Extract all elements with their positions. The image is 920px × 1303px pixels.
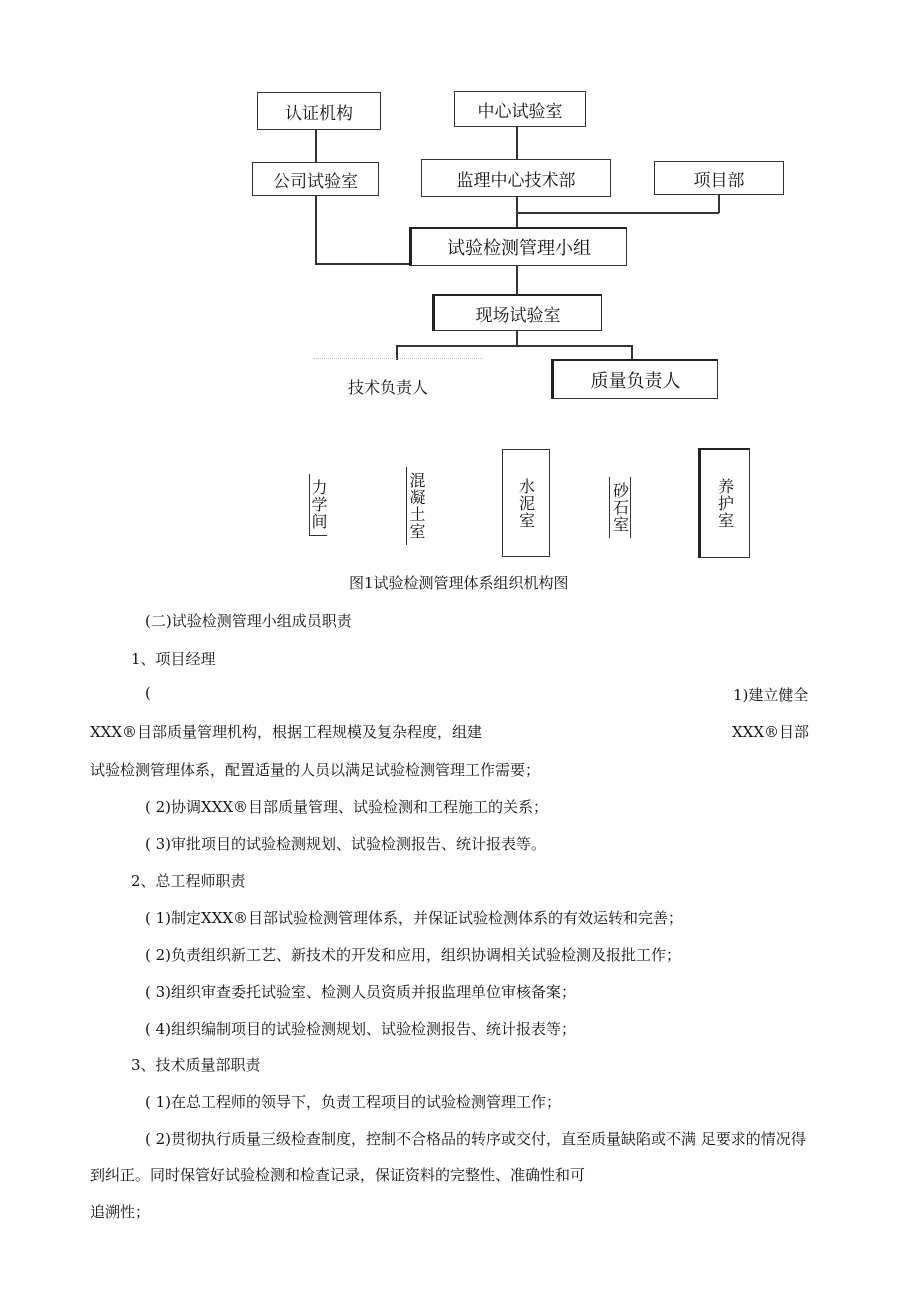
- figure-caption: 图1试验检测管理体系组织机构图: [349, 574, 569, 592]
- ce-heading: 2、总工程师职责: [131, 872, 246, 890]
- tq-item2-line1: ( 2)贯彻执行质量三级检查制度，控制不合格品的转序或交付，直至质量缺陷或不满 足要求的情况得: [145, 1130, 806, 1148]
- connector: [315, 195, 317, 263]
- connector: [516, 265, 518, 295]
- dotted-rule: [313, 358, 483, 359]
- section-heading: (二)试验检测管理小组成员职责: [145, 612, 352, 630]
- ce-item1: ( 1)制定XXX®目部试验检测管理体系，并保证试验检测体系的有效运转和完善；: [145, 909, 684, 927]
- company-lab-box: 公司试验室: [252, 162, 379, 196]
- tq-item2-line3: 追溯性；: [90, 1203, 151, 1221]
- cert-body-box: 认证机构: [257, 92, 381, 130]
- tq-item1: ( 1)在总工程师的领导下，负责工程项目的试验检测管理工作；: [145, 1093, 562, 1111]
- central-lab-box: 中心试验室: [454, 91, 586, 127]
- ce-item4: ( 4)组织编制项目的试验检测规划、试验检测报告、统计报表等；: [145, 1020, 577, 1038]
- ce-item2: ( 2)负责组织新工艺、新技术的开发和应用，组织协调相关试验检测及报批工作；: [145, 946, 682, 964]
- pm-item1-line2-left: XXX®目部质量管理机构，根据工程规模及复杂程度，组建: [90, 723, 483, 741]
- connector: [516, 126, 518, 161]
- connector: [631, 345, 633, 360]
- room-concrete: 混凝土室: [406, 467, 426, 545]
- ce-item3: ( 3)组织审查委托试验室、检测人员资质并报监理单位审核备案；: [145, 983, 577, 1001]
- connector: [718, 194, 720, 213]
- room-mechanics: 力学间: [309, 474, 327, 536]
- connector: [315, 263, 410, 265]
- site-lab-box: 现场试验室: [432, 294, 602, 331]
- room-aggregate: 砂石室: [609, 477, 631, 538]
- project-dept-box: 项目部: [654, 161, 784, 195]
- connector: [315, 129, 317, 164]
- tq-item2-line2: 到纠正。同时保管好试验检测和检查记录，保证资料的完整性、准确性和可: [90, 1166, 586, 1184]
- supervision-tech-dept-box: 监理中心技术部: [421, 159, 611, 197]
- quality-lead-box: 质量负责人: [551, 359, 718, 399]
- tech-lead-label: 技术负责人: [348, 378, 429, 397]
- testing-group-box: 试验检测管理小组: [409, 227, 627, 266]
- room-curing: 养护室: [698, 448, 750, 558]
- pm-item1-line2-right: XXX®目部: [732, 723, 810, 741]
- pm-item2: ( 2)协调XXX®目部质量管理、试验检测和工程施工的关系；: [145, 798, 549, 816]
- pm-item3: ( 3)审批项目的试验检测规划、试验检测报告、统计报表等。: [145, 835, 547, 853]
- room-cement: 水泥室: [502, 449, 550, 557]
- pm-heading: 1、项目经理: [131, 650, 216, 668]
- connector: [516, 212, 719, 214]
- connector: [396, 345, 632, 347]
- pm-item1-tail: 1)建立健全: [733, 686, 809, 704]
- tq-heading: 3、技术质量部职责: [131, 1056, 261, 1074]
- pm-open-paren: (: [145, 684, 151, 702]
- connector: [516, 331, 518, 346]
- pm-item1-line3: 试验检测管理体系，配置适量的人员以满足试验检测管理工作需要；: [90, 761, 541, 779]
